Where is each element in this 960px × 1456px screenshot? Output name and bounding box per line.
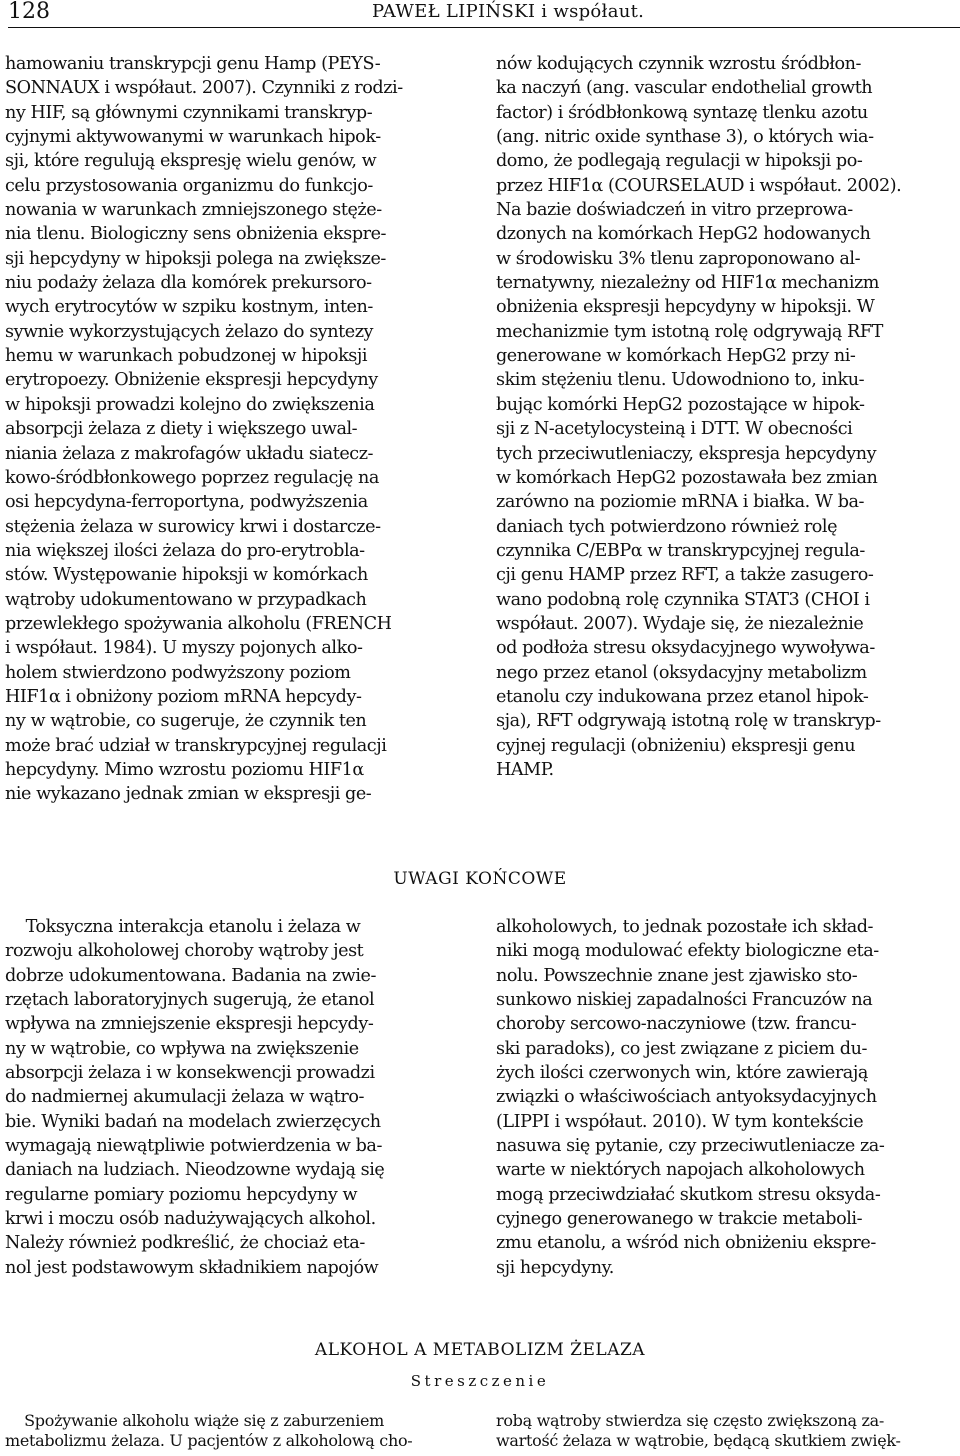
summary-text-right-column: robą wątroby stwierdza się często zwiększoną za- wartość żelaza w wątrobie, będącą skutkiem zwięk- <box>496 1411 901 1450</box>
body-text-right-column-2: alkoholowych, to jednak pozostałe ich skład- niki mogą modulować efekty biologiczne eta- nolu. Powszechnie znane jest zjawisko sto- sunkowo niskiej zapadalności Francuzów na choroby sercowo-naczyniowe (tzw. francu- ski paradoks), co jest związane z piciem du- żych ilości czerwonych win, które zawierają związki o właściwościach antyoksydacyjnych (LIPPI i współaut. 2010). W tym kontekście nasuwa się pytanie, czy przeciwutleniacze za- warte w niektórych napojach alkoholowych mogą przeciwdziałać skutkom stresu oksyda- cyjnego generowanego w trakcie metaboli- zmu etanolu, a wśród nich obniżeniu ekspre- sji hepcydyny. <box>496 917 885 1278</box>
body-text-left-column-1: hamowaniu transkrypcji genu Hamp (PEYS- SONNAUX i współaut. 2007). Czynniki z rodzi- ny HIF, są głównymi czynnikami transkryp- cyjnymi aktywowanymi w warunkach hipok- sji, które regulują ekspresję wielu genów, w celu przystosowania organizmu do funkcjo- nowania w warunkach zmniejszonego stęże- nia tlenu. Biologiczny sens obniżenia ekspre- sji hepcydyny w hipoksji polega na zwiększe- niu podaży żelaza dla komórek prekursoro- wych erytrocytów w szpiku kostnym, inten- sywnie wykorzystujących żelazo do syntezy hemu w warunkach pobudzonej w hipoksji erytropoezy. Obniżenie ekspresji hepcydyny w hipoksji prowadzi kolejno do zwiększenia absorpcji żelaza z diety i większego uwal- niania żelaza z makrofagów układu siatecz- kowo-śródbłonkowego poprzez regulację na osi hepcydyna-ferroportyna, podwyższenia stężenia żelaza w surowicy krwi i dostarcze- nia większej ilości żelaza do pro-erytrobla- stów. Występowanie hipoksji w komórkach wątroby udokumentowano w przypadkach przewlekłego spożywania alkoholu (FRENCH i współaut. 1984). U myszy pojonych alko- holem stwierdzono podwyższony poziom HIF1α i obniżony poziom mRNA hepcydy- ny w wątrobie, co sugeruje, że czynnik ten może brać udział w transkrypcyjnej regulacji hepcydyny. Mimo wzrostu poziomu HIF1α nie wykazano jednak zmian w ekspresji ge- <box>5 54 403 805</box>
summary-text-left-column: Spożywanie alkoholu wiąże się z zaburzeniem metabolizmu żelaza. U pacjentów z alkoholową cho- <box>5 1411 413 1450</box>
summary-title: ALKOHOL A METABOLIZM ŻELAZA <box>314 1340 646 1360</box>
page-header <box>4 0 960 26</box>
page-number: 128 <box>8 0 50 24</box>
section-heading-uwagi-koncowe: UWAGI KOŃCOWE <box>393 869 567 889</box>
header-rule <box>8 27 960 28</box>
body-text-right-column-1: nów kodujących czynnik wzrostu śródbłon- ka naczyń (ang. vascular endothelial growth factor) i śródbłonkową syntazę tlenku azotu (ang. nitric oxide synthase 3), o których wia- domo, że podlegają regulacji w hipoksji po- przez HIF1α (COURSELAUD i współaut. 2002). Na bazie doświadczeń in vitro przeprowa- dzonych na komórkach HepG2 hodowanych w środowisku 3% tlenu zaproponowano al- ternatywny, niezależny od HIF1α mechanizm obniżenia ekspresji hepcydyny w hipoksji. W mechanizmie tym istotną rolę odgrywają RFT generowane w komórkach HepG2 przy ni- skim stężeniu tlenu. Udowodniono to, inku- bując komórki HepG2 pozostające w hipok- sji z N-acetylocysteiną i DTT. W obecności tych przeciwutleniaczy, ekspresja hepcydyny w komórkach HepG2 pozostawała bez zmian zarówno na poziomie mRNA i białka. W ba- daniach tych potwierdzono również rolę czynnika C/EBPα w transkrypcyjnej regula- cji genu HAMP przez RFT, a także zasugero- wano podobną rolę czynnika STAT3 (CHOI i współaut. 2007). Wydaje się, że niezależnie od podłoża stresu oksydacyjnego wywoływa- nego przez etanol (oksydacyjny metabolizm etanolu czy indukowana przez etanol hipok- sja), RFT odgrywają istotną rolę w transkryp- cyjnej regulacji (obniżeniu) ekspresji genu HAMP. <box>496 54 902 780</box>
summary-subtitle: Streszczenie <box>410 1372 550 1390</box>
running-head: PAWEŁ LIPIŃSKI i współaut. <box>372 1 645 22</box>
body-text-left-column-2: Toksyczna interakcja etanolu i żelaza w rozwoju alkoholowej choroby wątroby jest dobrze udokumentowana. Badania na zwie- rzętach laboratoryjnych sugerują, że etanol wpływa na zmniejszenie ekspresji hepcydy- ny w wątrobie, co wpływa na zwiększenie absorpcji żelaza i w konsekwencji prowadzi do nadmiernej akumulacji żelaza w wątro- bie. Wyniki badań na modelach zwierzęcych wymagają niewątpliwie potwierdzenia w ba- daniach na ludziach. Nieodzowne wydają się regularne pomiary poziomu hepcydyny w krwi i moczu osób nadużywających alkohol. Należy również podkreślić, że chociaż eta- nol jest podstawowym składnikiem napojów <box>5 917 385 1278</box>
